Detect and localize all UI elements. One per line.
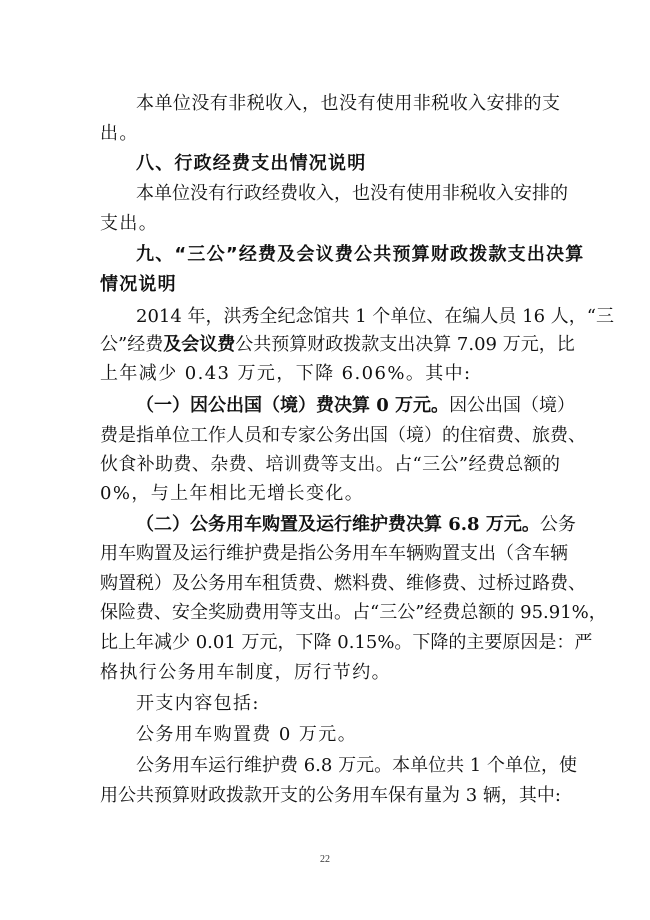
paragraph-line: 公务用车购置费 0 万元。 [136, 724, 358, 745]
section-heading-9-cont: 情况说明 [100, 274, 177, 295]
paragraph-line: 本单位没有非税收入，也没有使用非税收入安排的支 [136, 93, 560, 114]
paragraph-line: 公务用车运行维护费 6.8 万元。本单位共 1 个单位，使 [136, 755, 577, 776]
paragraph-line [136, 394, 576, 418]
paragraph-line: 用公共预算财政拨款开支的公务用车保有量为 3 辆，其中: [100, 785, 561, 806]
paragraph-line: 0%，与上年相比无增长变化。 [100, 483, 365, 504]
bold-text-run: 及会议费 [163, 334, 236, 355]
paragraph-line: 用车购置及运行维护费是指公务用车车辆购置支出（含车辆 [100, 543, 568, 564]
paragraph-line [100, 333, 575, 357]
text-run: 公共预算财政拨款支出决算 7.09 万元，比 [235, 334, 575, 355]
paragraph-line: 购置税）及公务用车租赁费、燃料费、维修费、过桥过路费、 [100, 573, 586, 594]
paragraph-line: 格执行公务用车制度，厉行节约。 [100, 662, 391, 683]
text-run: 因公出国（境） [449, 395, 576, 416]
paragraph-line: 支出。 [100, 213, 159, 234]
section-heading-9: 九、“三公”经费及会议费公共预算财政拨款支出决算 [136, 244, 585, 265]
text-run: 公务 [539, 514, 576, 535]
paragraph-line [136, 513, 576, 537]
paragraph-line: 本单位没有行政经费收入，也没有使用非税收入安排的 [136, 183, 568, 204]
paragraph-line: 2014 年，洪秀全纪念馆共 1 个单位、在编人员 16 人，“三 [136, 306, 614, 327]
paragraph-line: 出。 [100, 123, 139, 144]
subsection-heading-1: （一）因公出国（境）费决算 0 万元。 [136, 395, 450, 416]
page-number: 22 [320, 854, 330, 865]
paragraph-line: 伙食补助费、杂费、培训费等支出。占“三公”经费总额的 [100, 454, 560, 475]
paragraph-line: 保险费、安全奖励费用等支出。占“三公”经费总额的 95.91%， [100, 602, 607, 623]
subsection-heading-2: （二）公务用车购置及运行维护费决算 6.8 万元。 [136, 514, 540, 535]
paragraph-line: 开支内容包括: [136, 693, 260, 714]
paragraph-line: 比上年减少 0.01 万元，下降 0.15%。下降的主要原因是：严 [100, 632, 593, 653]
section-heading-8: 八、行政经费支出情况说明 [136, 153, 367, 174]
paragraph-line: 上年减少 0.43 万元，下降 6.06%。其中: [100, 363, 472, 384]
text-run: 公”经费 [100, 334, 164, 355]
paragraph-line: 费是指单位工作人员和专家公务出国（境）的住宿费、旅费、 [100, 425, 586, 446]
